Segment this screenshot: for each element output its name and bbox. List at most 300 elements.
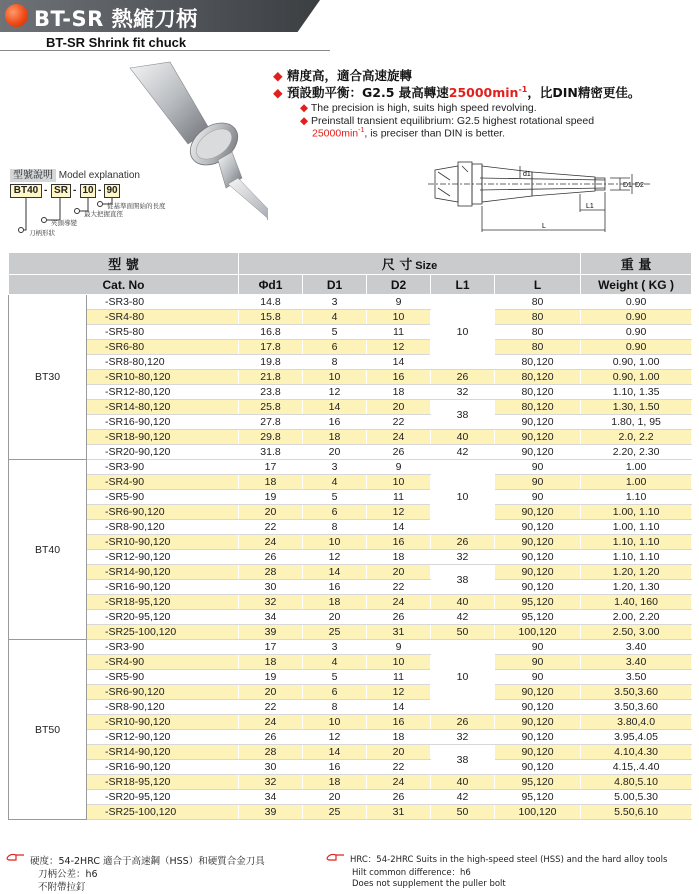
- cell-w: 1.30, 1.50: [581, 400, 692, 415]
- model-explanation-title: 型號說明 Model explanation: [10, 166, 140, 181]
- table-row: [9, 760, 692, 775]
- table-row: [9, 310, 692, 325]
- cell-D2: 22: [367, 415, 431, 430]
- cell-d1: 32: [239, 595, 303, 610]
- cell-cat: -SR25-100,120: [87, 805, 239, 820]
- table-row: [9, 535, 692, 550]
- code-dash: -: [98, 185, 102, 196]
- cell-D1: 3: [303, 460, 367, 475]
- cell-cat: -SR4-80: [87, 310, 239, 325]
- cell-D1: 16: [303, 580, 367, 595]
- cell-cat: -SR18-95,120: [87, 775, 239, 790]
- code-90: 90: [104, 184, 120, 198]
- table-row: [9, 505, 692, 520]
- page-subtitle: BT-SR Shrink fit chuck: [46, 35, 187, 50]
- cell-D2: 18: [367, 730, 431, 745]
- cell-d1: 19.8: [239, 355, 303, 370]
- cell-cat: -SR5-90: [87, 670, 239, 685]
- table-row: [9, 700, 692, 715]
- col-D1: D1: [303, 275, 367, 295]
- cell-D2: 10: [367, 655, 431, 670]
- cell-cat: -SR8-90,120: [87, 520, 239, 535]
- dim-label-d1: d1: [523, 171, 531, 178]
- cell-L: 90: [495, 490, 581, 505]
- cell-L: 80: [495, 310, 581, 325]
- cell-D2: 20: [367, 400, 431, 415]
- table-row: [9, 415, 692, 430]
- cell-cat: -SR12-90,120: [87, 730, 239, 745]
- dim-label-L1: L1: [586, 203, 594, 210]
- cell-w: 0.90: [581, 310, 692, 325]
- cell-d1: 17.8: [239, 340, 303, 355]
- cell-L1: 42: [431, 790, 495, 805]
- group-label: BT40: [9, 460, 87, 640]
- cell-D1: 4: [303, 310, 367, 325]
- cell-D2: 11: [367, 325, 431, 340]
- cell-cat: -SR12-90,120: [87, 550, 239, 565]
- cell-w: 1.00, 1.10: [581, 520, 692, 535]
- cell-d1: 28: [239, 745, 303, 760]
- col-model-zh: 型 號: [9, 253, 239, 275]
- cell-d1: 29.8: [239, 430, 303, 445]
- cell-w: 3.40: [581, 640, 692, 655]
- cell-d1: 31.8: [239, 445, 303, 460]
- cell-L: 90,120: [495, 415, 581, 430]
- cell-D1: 25: [303, 625, 367, 640]
- cell-d1: 34: [239, 790, 303, 805]
- table-row: [9, 775, 692, 790]
- cell-L1: 38: [431, 400, 495, 430]
- cell-w: 5.50,6.10: [581, 805, 692, 820]
- cell-D2: 9: [367, 460, 431, 475]
- dim-label-D1: D1: [623, 182, 632, 189]
- table-row: [9, 730, 692, 745]
- cell-D1: 8: [303, 700, 367, 715]
- cell-L: 80,120: [495, 355, 581, 370]
- cell-L1: 10: [431, 460, 495, 535]
- cell-D2: 14: [367, 355, 431, 370]
- cell-d1: 17: [239, 640, 303, 655]
- table-row: [9, 445, 692, 460]
- cell-cat: -SR4-90: [87, 475, 239, 490]
- cell-cat: -SR14-90,120: [87, 565, 239, 580]
- cell-D1: 8: [303, 355, 367, 370]
- cell-cat: -SR12-80,120: [87, 385, 239, 400]
- cell-D1: 16: [303, 760, 367, 775]
- cell-L1: 50: [431, 625, 495, 640]
- cell-d1: 30: [239, 760, 303, 775]
- dimension-drawing: [420, 150, 655, 240]
- footer-zh-2: 刀柄公差：h6: [38, 869, 98, 880]
- cell-D2: 10: [367, 475, 431, 490]
- cell-L: 90: [495, 670, 581, 685]
- cell-L1: 40: [431, 430, 495, 445]
- table-row: [9, 595, 692, 610]
- cell-D2: 11: [367, 670, 431, 685]
- cell-D1: 4: [303, 655, 367, 670]
- cell-D2: 31: [367, 805, 431, 820]
- cell-cat: -SR16-90,120: [87, 760, 239, 775]
- cell-L: 80,120: [495, 385, 581, 400]
- bullet-ball-icon: [5, 4, 28, 27]
- cell-cat: -SR18-95,120: [87, 595, 239, 610]
- cell-w: 1.20, 1.20: [581, 565, 692, 580]
- cell-d1: 18: [239, 475, 303, 490]
- table-row: [9, 385, 692, 400]
- marker-dot: [41, 217, 47, 223]
- cell-L: 90,120: [495, 550, 581, 565]
- cell-L: 90,120: [495, 760, 581, 775]
- table-row: [9, 490, 692, 505]
- cell-cat: -SR18-90,120: [87, 430, 239, 445]
- cell-D2: 24: [367, 595, 431, 610]
- cell-w: 0.90: [581, 340, 692, 355]
- cell-D1: 6: [303, 340, 367, 355]
- cell-d1: 39: [239, 805, 303, 820]
- cell-w: 0.90: [581, 295, 692, 310]
- feature-en-2: ◆ Preinstall transient equilibrium: G2.5 highest rotational speed: [300, 115, 595, 127]
- cell-L1: 32: [431, 730, 495, 745]
- cell-d1: 19: [239, 490, 303, 505]
- cell-L1: 42: [431, 445, 495, 460]
- cell-d1: 26: [239, 550, 303, 565]
- cell-w: 1.40, 160: [581, 595, 692, 610]
- cell-L: 90,120: [495, 685, 581, 700]
- cell-L: 90: [495, 655, 581, 670]
- cell-w: 4.80,5.10: [581, 775, 692, 790]
- marker-dot: [18, 227, 24, 233]
- page-title: BT-SR 熱縮刀柄: [34, 7, 198, 31]
- cell-w: 3.50,3.60: [581, 700, 692, 715]
- cell-D2: 9: [367, 640, 431, 655]
- cell-d1: 28: [239, 565, 303, 580]
- cell-cat: -SR8-90,120: [87, 700, 239, 715]
- cell-D1: 20: [303, 445, 367, 460]
- cell-cat: -SR10-80,120: [87, 370, 239, 385]
- cell-D2: 12: [367, 505, 431, 520]
- cell-D2: 31: [367, 625, 431, 640]
- cell-L: 90,120: [495, 730, 581, 745]
- cell-L: 90: [495, 460, 581, 475]
- cell-d1: 30: [239, 580, 303, 595]
- cell-D2: 26: [367, 610, 431, 625]
- table-row: [9, 430, 692, 445]
- cell-L1: 10: [431, 640, 495, 715]
- cell-D2: 16: [367, 370, 431, 385]
- cell-cat: -SR6-90,120: [87, 505, 239, 520]
- cell-L1: 26: [431, 535, 495, 550]
- cell-d1: 22: [239, 520, 303, 535]
- cell-D2: 24: [367, 775, 431, 790]
- cell-D1: 16: [303, 415, 367, 430]
- cell-D1: 14: [303, 565, 367, 580]
- cell-D1: 5: [303, 490, 367, 505]
- cell-L1: 50: [431, 805, 495, 820]
- cell-w: 3.50: [581, 670, 692, 685]
- code-10: 10: [80, 184, 96, 198]
- dim-label-L: L: [542, 223, 546, 230]
- cell-w: 1.10, 1.10: [581, 535, 692, 550]
- cell-L: 95,120: [495, 790, 581, 805]
- table-row: [9, 325, 692, 340]
- cell-L: 100,120: [495, 625, 581, 640]
- cell-D1: 6: [303, 505, 367, 520]
- cell-L1: 40: [431, 775, 495, 790]
- footer-zh-1: 硬度：54-2HRC 適合于高速鋼（HSS）和硬質合金刀具: [30, 856, 265, 867]
- table-row: [9, 655, 692, 670]
- cell-d1: 25.8: [239, 400, 303, 415]
- table-row: [9, 685, 692, 700]
- cell-D1: 8: [303, 520, 367, 535]
- cell-d1: 22: [239, 700, 303, 715]
- cell-L1: 38: [431, 565, 495, 595]
- marker-dot: [74, 208, 80, 214]
- table-row: [9, 625, 692, 640]
- table-row: [9, 745, 692, 760]
- table-row: [9, 640, 692, 655]
- cell-D1: 12: [303, 550, 367, 565]
- cell-D2: 16: [367, 535, 431, 550]
- cell-D2: 14: [367, 700, 431, 715]
- cell-L: 95,120: [495, 595, 581, 610]
- cell-D2: 26: [367, 790, 431, 805]
- col-model-en: Cat. No: [9, 275, 239, 295]
- cell-L: 95,120: [495, 775, 581, 790]
- table-row: [9, 295, 692, 310]
- cell-D2: 22: [367, 580, 431, 595]
- cell-cat: -SR16-90,120: [87, 415, 239, 430]
- cell-L: 90,120: [495, 505, 581, 520]
- cell-L: 80: [495, 325, 581, 340]
- cell-w: 1.10, 1.35: [581, 385, 692, 400]
- feature-en-2-cont: $25000\min^{-1}$, is preciser than DIN is better.: [312, 127, 505, 140]
- cell-L: 90,120: [495, 745, 581, 760]
- cell-cat: -SR14-90,120: [87, 745, 239, 760]
- cell-w: 1.80, 1, 95: [581, 415, 692, 430]
- cell-cat: -SR4-90: [87, 655, 239, 670]
- cell-cat: -SR10-90,120: [87, 715, 239, 730]
- cell-L1: 26: [431, 715, 495, 730]
- table-row: [9, 805, 692, 820]
- cell-D2: 18: [367, 550, 431, 565]
- cell-cat: -SR20-90,120: [87, 445, 239, 460]
- cell-D1: 20: [303, 790, 367, 805]
- footer-en-2: Hilt common difference：h6: [352, 868, 471, 878]
- cell-D1: 10: [303, 715, 367, 730]
- cell-L: 90: [495, 475, 581, 490]
- feature-en-1: ◆ The precision is high, suits high speed revolving.: [300, 102, 537, 114]
- label-collet: 夾頭導變: [51, 219, 77, 227]
- table-row: [9, 565, 692, 580]
- cell-d1: 23.8: [239, 385, 303, 400]
- cell-d1: 27.8: [239, 415, 303, 430]
- cell-d1: 17: [239, 460, 303, 475]
- cell-w: 2.20, 2.30: [581, 445, 692, 460]
- code-dash: -: [73, 185, 77, 196]
- cell-w: 0.90, 1.00: [581, 355, 692, 370]
- cell-w: 0.90, 1.00: [581, 370, 692, 385]
- table-row: [9, 520, 692, 535]
- footer-zh-3: 不附帶拉釘: [38, 882, 86, 893]
- col-L1: L1: [431, 275, 495, 295]
- cell-L: 90,120: [495, 445, 581, 460]
- cell-L: 90,120: [495, 430, 581, 445]
- cell-D2: 26: [367, 445, 431, 460]
- footer-en-1: HRC：54-2HRC Suits in the high-speed steel (HSS) and the hard alloy tools: [350, 855, 668, 865]
- cell-D1: 18: [303, 775, 367, 790]
- cell-L: 80,120: [495, 400, 581, 415]
- cell-D2: 20: [367, 565, 431, 580]
- cell-w: 0.90: [581, 325, 692, 340]
- cell-cat: -SR8-80,120: [87, 355, 239, 370]
- cell-d1: 20: [239, 505, 303, 520]
- cell-cat: -SR14-80,120: [87, 400, 239, 415]
- footer-en-3: Does not supplement the puller bolt: [352, 879, 506, 889]
- cell-w: 1.00: [581, 460, 692, 475]
- cell-cat: -SR3-80: [87, 295, 239, 310]
- cell-L: 90: [495, 640, 581, 655]
- cell-L1: 10: [431, 295, 495, 370]
- shrink-chuck-image: [118, 60, 268, 240]
- cell-D2: 11: [367, 490, 431, 505]
- col-weight-en: Weight ( KG ): [581, 275, 692, 295]
- cell-D2: 22: [367, 760, 431, 775]
- cell-D1: 4: [303, 475, 367, 490]
- table-row: [9, 355, 692, 370]
- cell-L: 90,120: [495, 700, 581, 715]
- cell-L: 95,120: [495, 610, 581, 625]
- cell-cat: -SR20-95,120: [87, 790, 239, 805]
- cell-cat: -SR16-90,120: [87, 580, 239, 595]
- cell-L1: 38: [431, 745, 495, 775]
- dim-label-D2: D2: [635, 182, 644, 189]
- cell-cat: -SR3-90: [87, 460, 239, 475]
- cell-cat: -SR5-90: [87, 490, 239, 505]
- cell-D2: 12: [367, 685, 431, 700]
- cell-D1: 6: [303, 685, 367, 700]
- cell-D1: 12: [303, 730, 367, 745]
- table-row: [9, 400, 692, 415]
- feature-zh-1: ◆ 精度高，適合高速旋轉: [273, 68, 412, 83]
- cell-cat: -SR20-95,120: [87, 610, 239, 625]
- cell-D1: 18: [303, 595, 367, 610]
- cell-w: 4.15,.4.40: [581, 760, 692, 775]
- cell-d1: 21.8: [239, 370, 303, 385]
- marker-dot: [97, 201, 103, 207]
- group-label: BT30: [9, 295, 87, 460]
- spec-table: [8, 252, 692, 820]
- cell-D1: 14: [303, 400, 367, 415]
- pointing-hand-icon: [6, 852, 26, 862]
- cell-L: 80: [495, 295, 581, 310]
- cell-D1: 12: [303, 385, 367, 400]
- cell-w: 1.10, 1.10: [581, 550, 692, 565]
- col-size: 尺 寸 Size: [239, 253, 581, 275]
- cell-D1: 20: [303, 610, 367, 625]
- cell-d1: 39: [239, 625, 303, 640]
- table-row: [9, 370, 692, 385]
- cell-d1: 18: [239, 655, 303, 670]
- cell-w: 1.00, 1.10: [581, 505, 692, 520]
- cell-w: 3.50,3.60: [581, 685, 692, 700]
- cell-d1: 19: [239, 670, 303, 685]
- cell-D2: 24: [367, 430, 431, 445]
- code-dash: -: [44, 185, 48, 196]
- cell-D1: 10: [303, 535, 367, 550]
- group-label: BT50: [9, 640, 87, 820]
- cell-w: 3.95,4.05: [581, 730, 692, 745]
- cell-d1: 15.8: [239, 310, 303, 325]
- label-max-diameter: 最大把握直徑: [84, 210, 123, 218]
- cell-d1: 24: [239, 535, 303, 550]
- cell-cat: -SR5-80: [87, 325, 239, 340]
- cell-d1: 24: [239, 715, 303, 730]
- cell-L1: 26: [431, 370, 495, 385]
- cell-L: 90,120: [495, 565, 581, 580]
- table-row: [9, 670, 692, 685]
- cell-d1: 20: [239, 685, 303, 700]
- table-row: [9, 715, 692, 730]
- table-row: [9, 790, 692, 805]
- cell-w: 1.20, 1.30: [581, 580, 692, 595]
- cell-w: 5.00,5.30: [581, 790, 692, 805]
- cell-D1: 25: [303, 805, 367, 820]
- cell-D1: 3: [303, 640, 367, 655]
- cell-D1: 10: [303, 370, 367, 385]
- cell-D1: 3: [303, 295, 367, 310]
- table-row: [9, 340, 692, 355]
- cell-D2: 14: [367, 520, 431, 535]
- col-weight-zh: 重 量: [581, 253, 692, 275]
- code-bt40: BT40: [10, 184, 42, 198]
- cell-w: 3.80,4.0: [581, 715, 692, 730]
- col-L: L: [495, 275, 581, 295]
- cell-D1: 14: [303, 745, 367, 760]
- cell-w: 4.10,4.30: [581, 745, 692, 760]
- cell-w: 3.40: [581, 655, 692, 670]
- cell-d1: 34: [239, 610, 303, 625]
- cell-w: 1.10: [581, 490, 692, 505]
- cell-L1: 40: [431, 595, 495, 610]
- cell-cat: -SR6-90,120: [87, 685, 239, 700]
- cell-D2: 20: [367, 745, 431, 760]
- col-d1: Φd1: [239, 275, 303, 295]
- cell-L: 80,120: [495, 370, 581, 385]
- cell-D1: 18: [303, 430, 367, 445]
- cell-w: 2.50, 3.00: [581, 625, 692, 640]
- cell-L1: 32: [431, 550, 495, 565]
- cell-D1: 5: [303, 325, 367, 340]
- cell-cat: -SR3-90: [87, 640, 239, 655]
- pointing-hand-icon: [326, 852, 346, 862]
- cell-d1: 26: [239, 730, 303, 745]
- feature-zh-2: ◆ 預設動平衡：G2.5 最高轉速$25000\min^{-1}$，比DIN精密更佳。: [273, 84, 641, 100]
- cell-D2: 10: [367, 310, 431, 325]
- cell-w: 2.00, 2.20: [581, 610, 692, 625]
- label-shank-form: 刀柄形狀: [29, 229, 55, 237]
- cell-L1: 32: [431, 385, 495, 400]
- cell-D2: 12: [367, 340, 431, 355]
- cell-L: 90,120: [495, 715, 581, 730]
- code-sr: SR: [51, 184, 71, 198]
- table-row: [9, 580, 692, 595]
- cell-d1: 16.8: [239, 325, 303, 340]
- col-D2: D2: [367, 275, 431, 295]
- cell-L: 90,120: [495, 520, 581, 535]
- cell-cat: -SR25-100,120: [87, 625, 239, 640]
- cell-D2: 16: [367, 715, 431, 730]
- cell-L: 100,120: [495, 805, 581, 820]
